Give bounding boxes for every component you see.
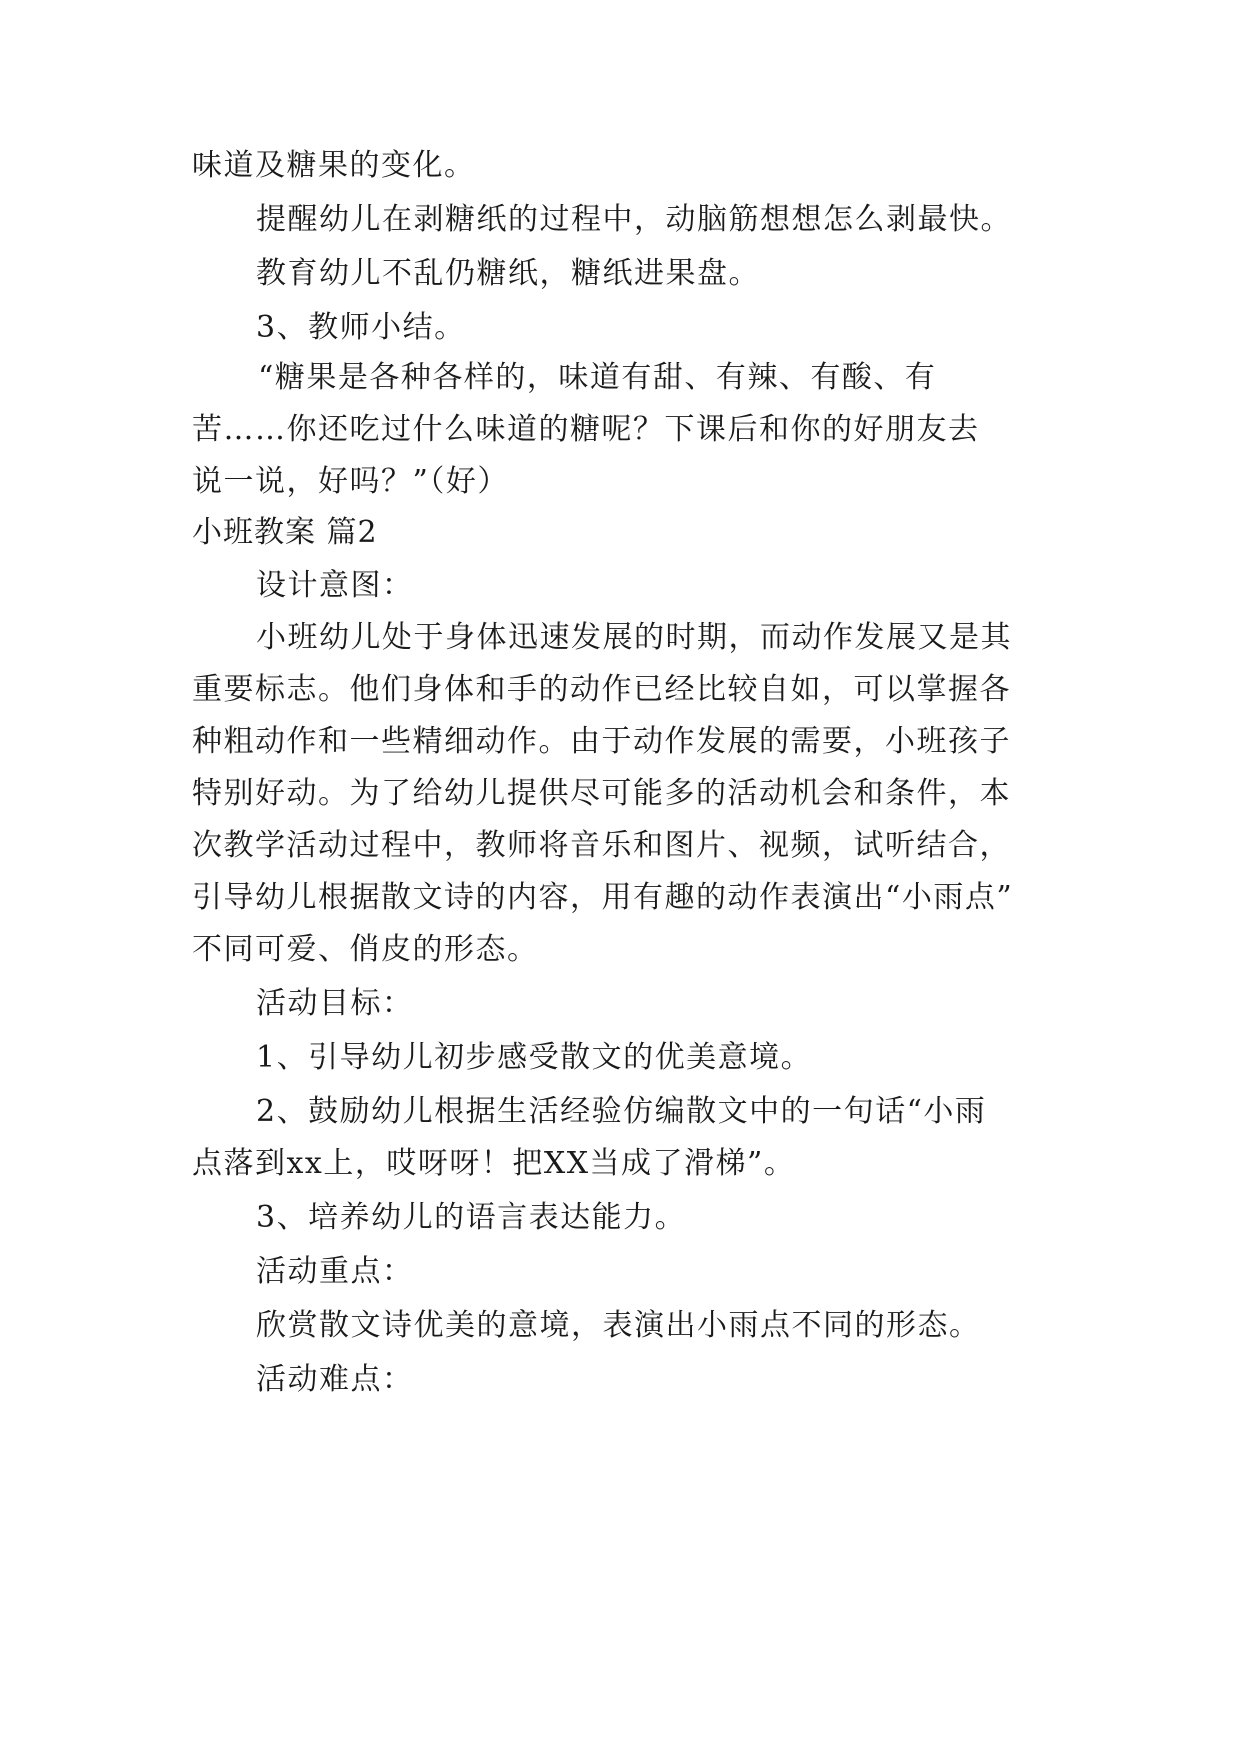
text-line: 3、教师小结。 <box>256 310 466 345</box>
text-line: 引导幼儿根据散文诗的内容，用有趣的动作表演出“小雨点” <box>192 880 1014 915</box>
text-line: 说一说，好吗？”（好） <box>192 464 509 499</box>
text-line: 3、培养幼儿的语言表达能力。 <box>256 1200 687 1235</box>
text-line: 教育幼儿不乱仍糖纸，糖纸进果盘。 <box>256 256 760 291</box>
subheading: 活动难点： <box>256 1362 414 1397</box>
text-line: 次教学活动过程中，教师将音乐和图片、视频，试听结合， <box>192 828 1011 863</box>
text-line: 提醒幼儿在剥糖纸的过程中，动脑筋想想怎么剥最快。 <box>256 202 1012 237</box>
text-line: 味道及糖果的变化。 <box>192 148 476 183</box>
subheading: 设计意图： <box>256 568 414 603</box>
text-line: 不同可爱、俏皮的形态。 <box>192 932 539 967</box>
text-line: 苦……你还吃过什么味道的糖呢？下课后和你的好朋友去 <box>192 412 980 447</box>
text-line: 重要标志。他们身体和手的动作已经比较自如，可以掌握各 <box>192 672 1011 707</box>
subheading: 活动重点： <box>256 1254 414 1289</box>
text-line: 种粗动作和一些精细动作。由于动作发展的需要，小班孩子 <box>192 724 1011 759</box>
section-heading: 小班教案 篇2 <box>192 515 378 550</box>
text-line: 欣赏散文诗优美的意境，表演出小雨点不同的形态。 <box>256 1308 981 1343</box>
subheading: 活动目标： <box>256 986 414 1021</box>
text-line: 小班幼儿处于身体迅速发展的时期，而动作发展又是其 <box>256 620 1012 655</box>
text-line: 特别好动。为了给幼儿提供尽可能多的活动机会和条件，本 <box>192 776 1011 811</box>
text-line: 1、引导幼儿初步感受散文的优美意境。 <box>256 1040 813 1075</box>
text-line: “糖果是各种各样的，味道有甜、有辣、有酸、有 <box>258 360 937 395</box>
text-line: 2、鼓励幼儿根据生活经验仿编散文中的一句话“小雨 <box>256 1094 987 1129</box>
text-line: 点落到xx上，哎呀呀！把XX当成了滑梯”。 <box>192 1146 796 1181</box>
